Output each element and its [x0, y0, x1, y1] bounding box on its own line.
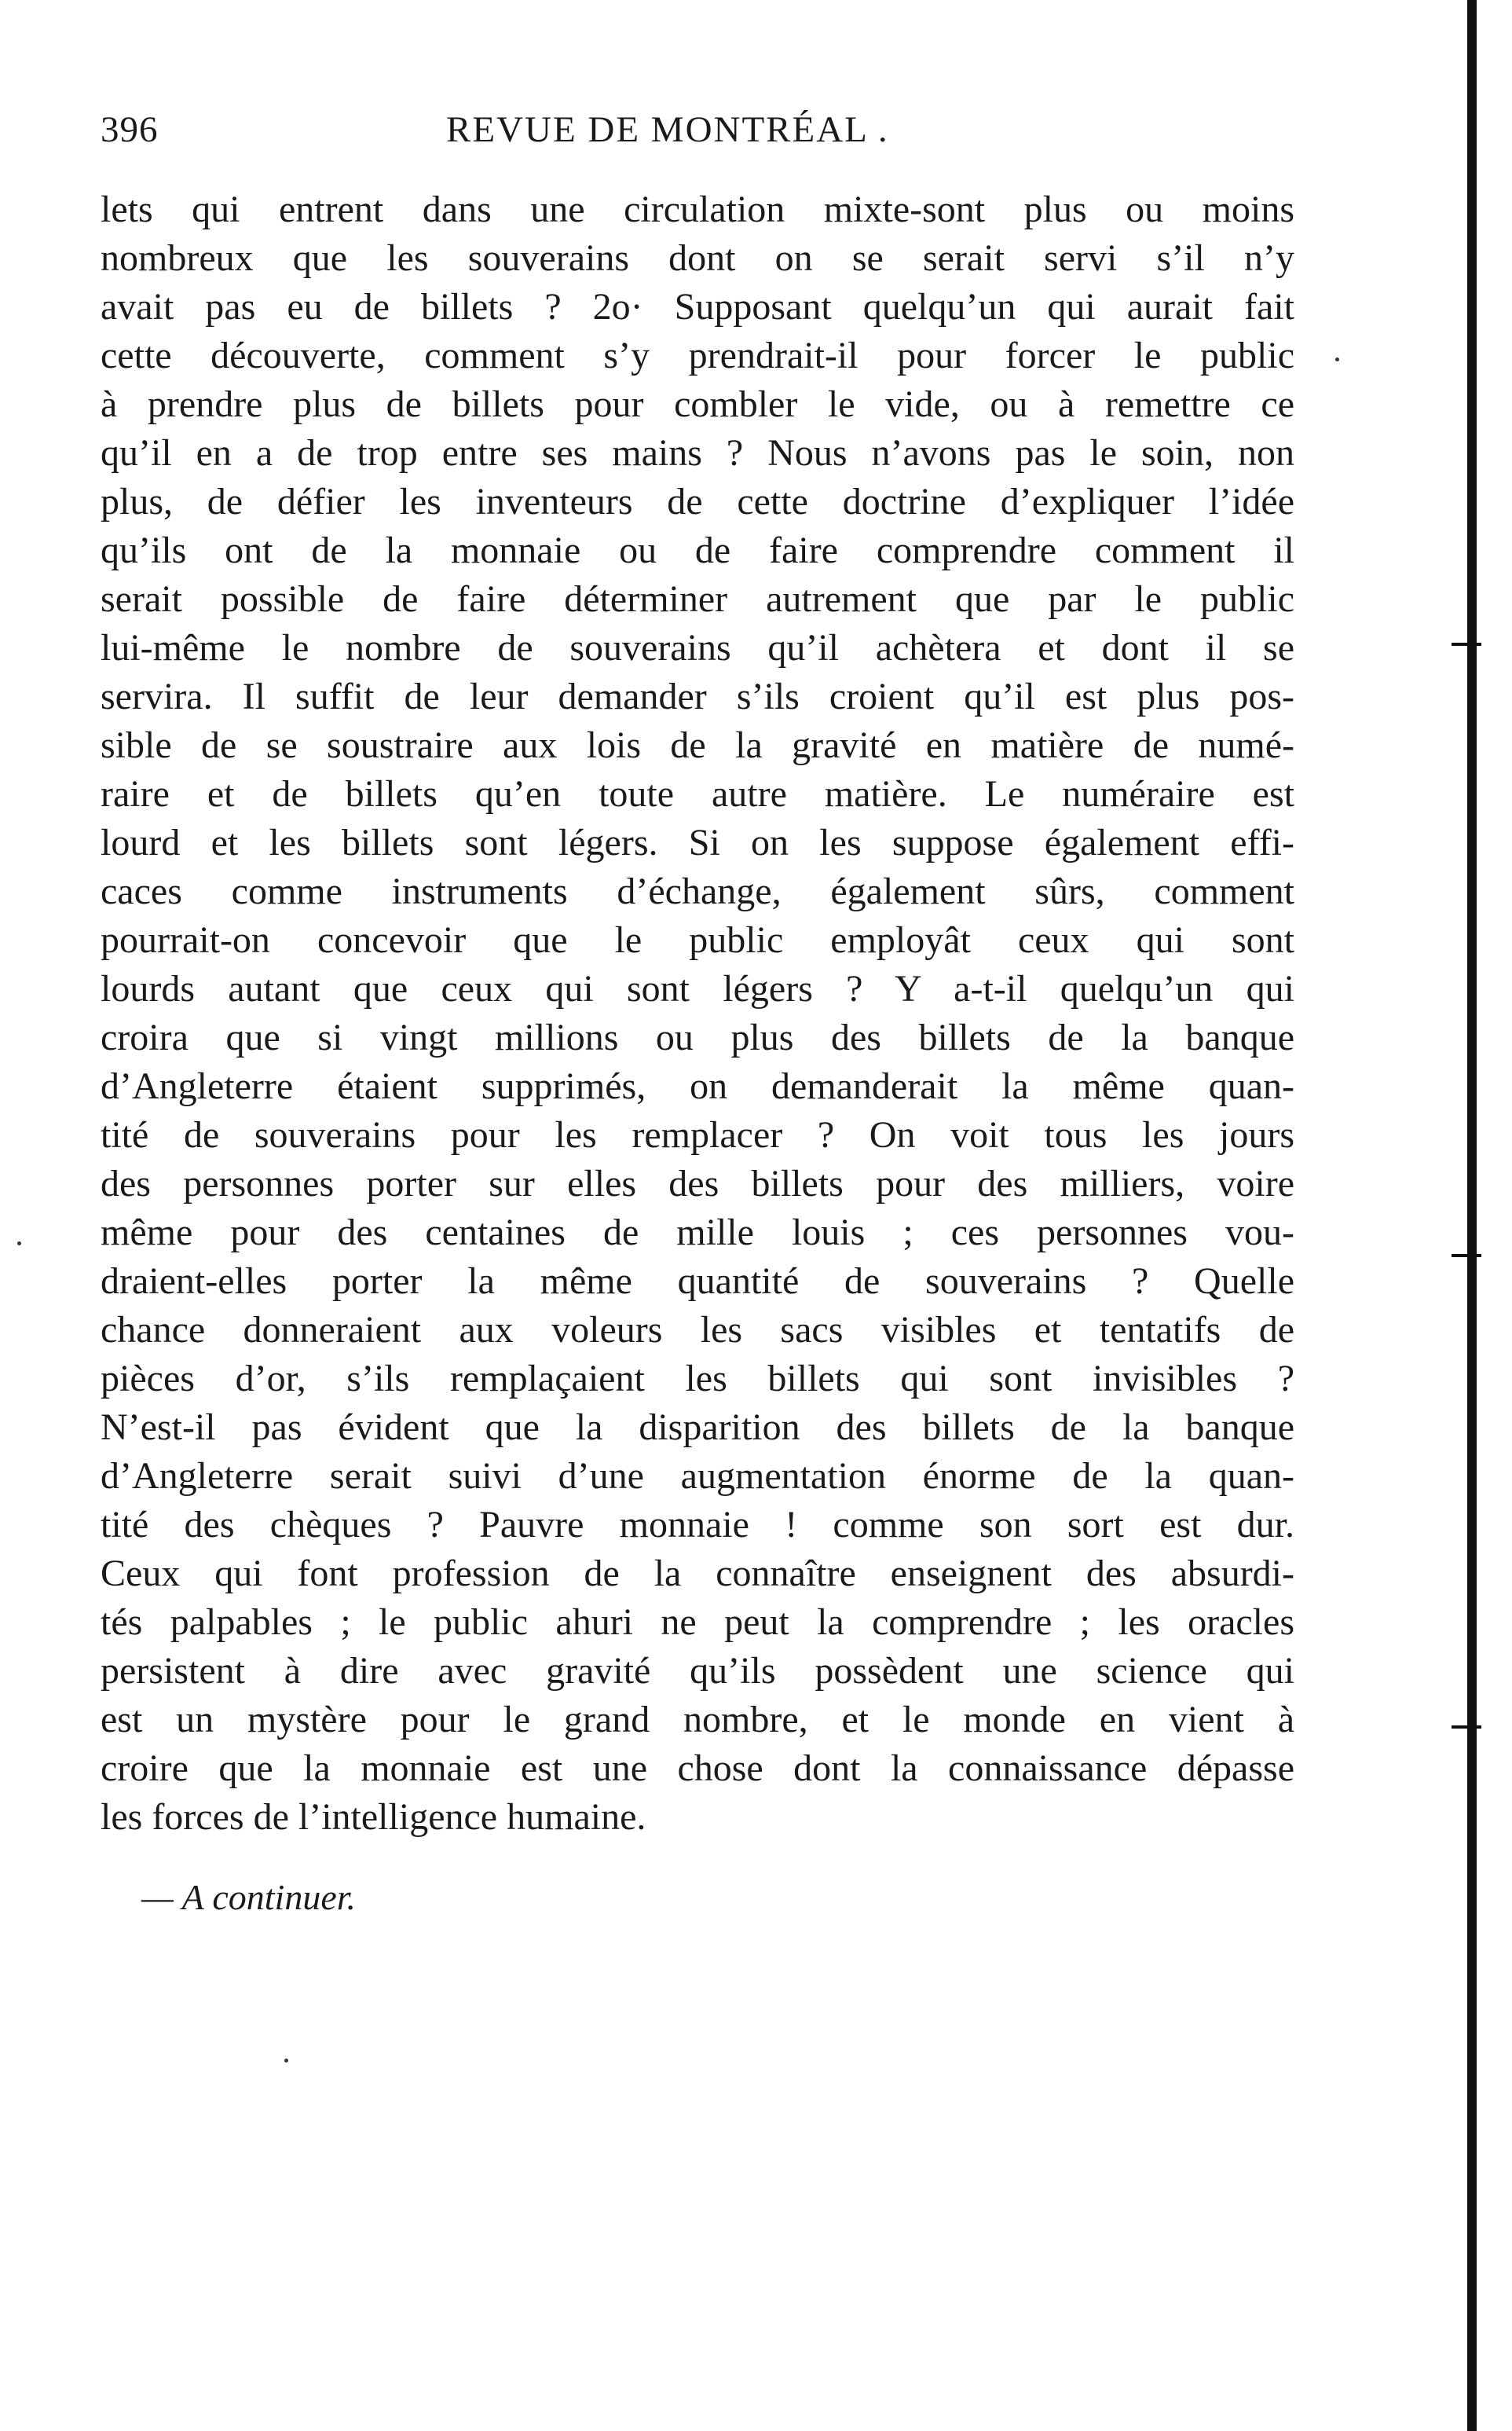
text-line: même pour des centaines de mille louis ; ces personnes vou-: [101, 1212, 1294, 1253]
text-line: tés palpables ; le public ahuri ne peut la comprendre ; les oracles: [101, 1601, 1294, 1643]
text-line: avait pas eu de billets ? 2o· Supposant quelqu’un qui aurait fait: [101, 286, 1294, 328]
text-line: les forces de l’intelligence humaine.: [101, 1796, 646, 1838]
text-line: raire et de billets qu’en toute autre matière. Le numéraire est: [101, 773, 1294, 815]
text-line: servira. Il suffit de leur demander s’ils croient qu’il est plus pos-: [101, 676, 1294, 717]
text-line: cette découverte, comment s’y prendrait-il pour forcer le public: [101, 335, 1294, 376]
text-line: des personnes porter sur elles des billets pour des milliers, voire: [101, 1163, 1294, 1204]
text-line: caces comme instruments d’échange, également sûrs, comment: [101, 871, 1294, 912]
text-line: N’est-il pas évident que la disparition des billets de la banque: [101, 1406, 1294, 1448]
text-line: qu’il en a de trop entre ses mains ? Nous n’avons pas le soin, non: [101, 432, 1294, 474]
text-line: est un mystère pour le grand nombre, et le monde en vient à: [101, 1699, 1294, 1740]
text-line: Ceux qui font profession de la connaître enseignent des absurdi-: [101, 1553, 1294, 1594]
text-line: d’Angleterre étaient supprimés, on demanderait la même quan-: [101, 1065, 1294, 1107]
text-line: lui-même le nombre de souverains qu’il achètera et dont il se: [101, 627, 1294, 669]
print-speck: [284, 2059, 288, 2062]
binding-edge-rule: [1467, 0, 1477, 2431]
text-line: nombreux que les souverains dont on se serait servi s’il n’y: [101, 237, 1294, 279]
running-title: REVUE DE MONTRÉAL .: [446, 109, 889, 150]
text-line: persistent à dire avec gravité qu’ils possèdent une science qui: [101, 1650, 1294, 1692]
print-speck: [17, 1241, 21, 1245]
page-header: [101, 108, 1294, 163]
edge-tick-mark: [1452, 643, 1481, 646]
print-speck: [1335, 358, 1339, 361]
text-line: tité de souverains pour les remplacer ? On voit tous les jours: [101, 1114, 1294, 1156]
edge-tick-mark: [1452, 1254, 1481, 1257]
text-line: plus, de défier les inventeurs de cette doctrine d’expliquer l’idée: [101, 481, 1294, 522]
text-line: qu’ils ont de la monnaie ou de faire comprendre comment il: [101, 530, 1294, 571]
text-line: chance donneraient aux voleurs les sacs visibles et tentatifs de: [101, 1309, 1294, 1351]
text-line: tité des chèques ? Pauvre monnaie ! comme son sort est dur.: [101, 1504, 1294, 1546]
edge-tick-mark: [1452, 1725, 1481, 1729]
text-line: draient-elles porter la même quantité de souverains ? Quelle: [101, 1260, 1294, 1302]
text-line: à prendre plus de billets pour combler le vide, ou à remettre ce: [101, 383, 1294, 425]
text-line: serait possible de faire déterminer autrement que par le public: [101, 578, 1294, 620]
text-line: d’Angleterre serait suivi d’une augmentation énorme de la quan-: [101, 1455, 1294, 1497]
text-line: pièces d’or, s’ils remplaçaient les billets qui sont invisibles ?: [101, 1358, 1294, 1399]
text-line: lets qui entrent dans une circulation mixte-sont plus ou moins: [101, 189, 1294, 230]
text-line: croira que si vingt millions ou plus des billets de la banque: [101, 1017, 1294, 1058]
page-number: 396: [101, 109, 159, 150]
text-line: pourrait-on concevoir que le public employât ceux qui sont: [101, 919, 1294, 961]
text-line: croire que la monnaie est une chose dont la connaissance dépasse: [101, 1747, 1294, 1789]
body-text: [101, 185, 1294, 1842]
to-be-continued: — A continuer.: [141, 1877, 357, 1917]
text-line: sible de se soustraire aux lois de la gravité en matière de numé-: [101, 724, 1294, 766]
text-line: lourds autant que ceux qui sont légers ? Y a-t-il quelqu’un qui: [101, 968, 1294, 1010]
text-line: lourd et les billets sont légers. Si on les suppose également effi-: [101, 822, 1294, 864]
